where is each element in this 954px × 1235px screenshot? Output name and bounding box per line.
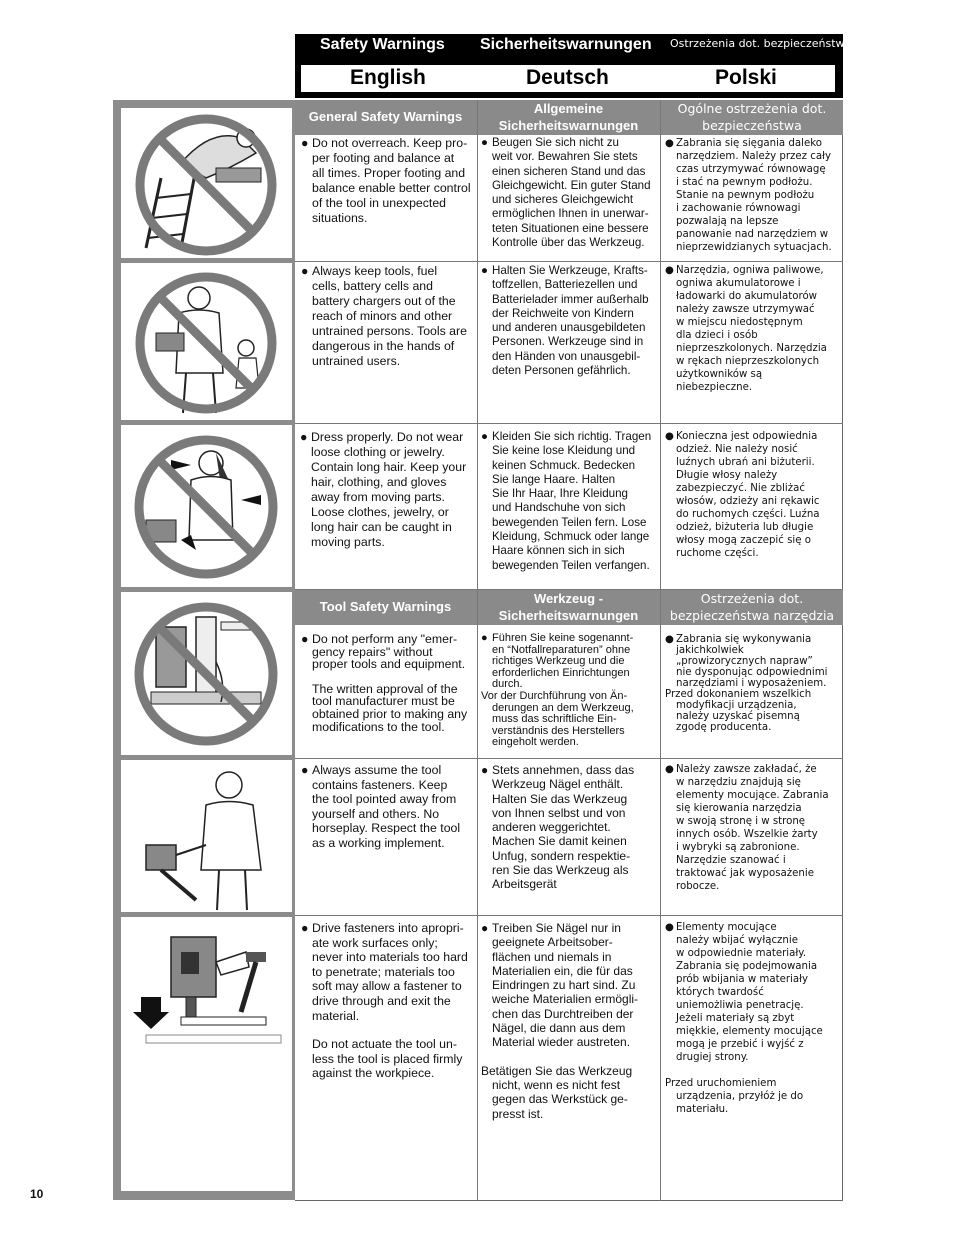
language-deutsch: Deutsch bbox=[526, 66, 609, 89]
row6-deutsch-text: Treiben Sie Nägel nur in geeignete Arbeitsober- flächen und niemals in Materialien ein, die für das Eindringen zu hart sind. Zu weiche Materialien ermögli- chen das Durchtreiben der Nägel, die dann aus dem Material wieder austreten. bbox=[492, 921, 639, 1050]
row5-polski bbox=[665, 763, 829, 893]
bullet: ● bbox=[301, 264, 309, 278]
language-polski: Polski bbox=[715, 66, 777, 89]
column-divider bbox=[477, 100, 478, 1201]
section-general-de: Allgemeine Sicherheitswarnungen bbox=[498, 100, 639, 133]
row3-polski-text: Konieczna jest odpowiednia odzież. Nie należy nosić luźnych ubrań ani biżuterii. Długie włosy należy zabezpieczyć. Nie zbliżać włosów, odzieży ani rękawic do ruchomych części. Luźna odzież, biżuteria lub długie włosy mogą zaczepić się o ruchome części. bbox=[676, 431, 820, 559]
safety-warnings-de-title: Sicherheitswarnungen bbox=[480, 36, 652, 53]
row3-deutsch bbox=[481, 430, 651, 573]
clothing-illustration bbox=[121, 425, 292, 587]
row5-polski-text: Należy zawsze zakładać, że w narzędziu znajdują się elementy mocujące. Zabrania się kierowania narzędzia w swoją stronę i w stronę innych osób. Wszelkie żarty i wybryki są zabronione. Narzędzie szanować i traktować jak wyposażenie robocze. bbox=[676, 764, 829, 892]
row4-english-text-2: The written approval of the tool manufacturer must be obtained prior to making any modifications to the tool. bbox=[312, 681, 468, 734]
row6-polski-text-2: Przed uruchomieniem urządzenia, przyłóż je do materiału. bbox=[665, 1078, 804, 1115]
row-divider bbox=[295, 758, 843, 759]
row-divider bbox=[295, 915, 843, 916]
repair-illustration bbox=[121, 592, 292, 755]
row5-deutsch-text: Stets annehmen, dass das Werkzeug Nägel enthält. Halten Sie das Werkzeug von Ihnen selbst und von anderen weggerichtet. Machen Sie damit keinen Unfug, sondern respektie- ren Sie das Werkzeug als Arbeitsgerät bbox=[492, 763, 635, 892]
section-tool-pl: Ostrzeżenia dot. bezpieczeństwa narzędzia bbox=[669, 591, 835, 623]
row1-polski-text: Zabrania się sięgania daleko narzędziem. Należy przez cały czas utrzymywać równowagę i stać na pewnym podłożu. Stanie na pewnym podłożu i zachowanie równowagi pozwalają na lepsze panowanie nad narzędziem w nieprzewidzianych sytuacjach. bbox=[676, 138, 832, 253]
row-divider bbox=[295, 423, 843, 424]
safety-warnings-en-title: Safety Warnings bbox=[320, 36, 445, 53]
bullet: ● bbox=[665, 431, 674, 442]
language-english: English bbox=[350, 66, 426, 89]
row5-deutsch bbox=[481, 763, 634, 892]
workpiece-illustration bbox=[121, 917, 292, 1191]
row4-deutsch-text: Führen Sie keine sogenannt- en “Notfallreparaturen” ohne richtiges Werkzeug und die erforderlichen Einrichtungen durch. bbox=[492, 632, 634, 691]
row1-deutsch-text: Beugen Sie sich nicht zu weit vor. Bewahren Sie stets einen sicheren Stand und das Gleichgewicht. Ein guter Stand und sicheres Gleichgewicht ermöglichen Ihnen in unerwar- teten Situationen eine bessere Kontrolle über das Werkzeug. bbox=[492, 136, 651, 250]
bullet: ● bbox=[301, 921, 309, 935]
row6-deutsch bbox=[481, 921, 638, 1121]
bullet: ● bbox=[665, 138, 674, 149]
row6-english-text: Drive fasteners into apropri- ate work surfaces only; never into materials too hard to penetrate; materials too soft may allow a fastener to drive through and exit the material. bbox=[312, 921, 468, 1023]
bullet: ● bbox=[481, 763, 489, 777]
row6-english bbox=[301, 921, 468, 1081]
bullet: ● bbox=[665, 634, 674, 645]
row3-deutsch-text: Kleiden Sie sich richtig. Tragen Sie keine lose Kleidung und keinen Schmuck. Bedecken Sie lange Haare. Halten Sie Ihr Haar, Ihre Kleidung und Handschuhe von sich bewegenden Teilen fern. Lose Kleidung, Schmuck oder lange Haare können sich in sich bewegenden Teilen verfangen. bbox=[492, 430, 652, 572]
bullet: ● bbox=[665, 764, 674, 775]
row6-deutsch-text-2: Betätigen Sie das Werkzeug nicht, wenn es nicht fest gegen das Werkstück ge- presst ist. bbox=[481, 1063, 633, 1121]
row3-english bbox=[300, 430, 466, 550]
bullet: ● bbox=[301, 632, 309, 646]
row4-deutsch-text-2: Vor der Durchführung von Än- derungen an dem Werkzeug, muss das schriftliche Ein- verständnis des Herstellers eingeholt werden. bbox=[481, 689, 634, 749]
illustration-column bbox=[113, 100, 295, 1200]
row2-english bbox=[301, 264, 467, 369]
bullet: ● bbox=[665, 922, 674, 933]
bullet: ● bbox=[665, 265, 674, 276]
row2-polski-text: Narzędzia, ogniwa paliwowe, ogniwa akumulatorowe i ładowarki do akumulatorów należy zawsze utrzymywać w miejscu niedostępnym dla dzieci i osób nieprzeszkolonych. Narzędzia w rękach nieprzeszkolonych użytkowników są niebezpieczne. bbox=[676, 265, 827, 393]
warnings-table bbox=[295, 100, 843, 1201]
section-tool-de: Werkzeug - Sicherheitswarnungen bbox=[498, 590, 639, 623]
row5-english bbox=[301, 763, 460, 851]
row5-english-text: Always assume the tool contains fasteners. Keep the tool pointed away from yourself and others. No horseplay. Respect the tool as a working implement. bbox=[312, 763, 461, 850]
row2-english-text: Always keep tools, fuel cells, battery cells and battery chargers out of the reach of minors and other untrained persons. Tools are dangerous in the hands of untrained users. bbox=[312, 264, 467, 368]
row-divider bbox=[295, 589, 843, 590]
section-general-pl: Ogólne ostrzeżenia dot. bezpieczeństwa bbox=[677, 101, 827, 133]
row4-polski bbox=[665, 634, 827, 733]
safety-warnings-pl-title: Ostrzeżenia dot. bezpieczeństwa bbox=[670, 37, 852, 50]
row3-polski bbox=[665, 430, 820, 560]
row6-polski bbox=[665, 921, 823, 1116]
row4-english-text: Do not perform any "emer- gency repairs" without proper tools and equipment. bbox=[312, 632, 466, 672]
tool-pointing-illustration bbox=[121, 760, 292, 912]
row4-deutsch bbox=[481, 633, 634, 749]
general-section-header bbox=[295, 100, 843, 135]
children-illustration bbox=[121, 263, 292, 420]
row-divider bbox=[295, 261, 843, 262]
row6-polski-text: Elementy mocujące należy wbijać wyłącznie w odpowiednie materiały. Zabrania się podejmowania prób wbijania w materiały których twardość uniemożliwia penetrację. Jeżeli materiały są zbyt miękkie, elementy mocujące mogą je przebić i wyjść z drugiej strony. bbox=[676, 922, 823, 1063]
row1-english bbox=[301, 136, 471, 226]
row2-polski bbox=[665, 264, 827, 394]
row1-english-text: Do not overreach. Keep pro- per footing and balance at all times. Proper footing and balance enable better control of the tool in unexpected situations. bbox=[312, 136, 471, 225]
bullet: ● bbox=[481, 921, 489, 935]
row1-deutsch bbox=[481, 136, 651, 250]
section-tool-en: Tool Safety Warnings bbox=[319, 599, 452, 615]
bullet: ● bbox=[301, 136, 309, 150]
bullet: ● bbox=[301, 763, 309, 777]
tool-section-header bbox=[295, 590, 843, 625]
row4-polski-text-2: Przed dokonaniem wszelkich modyfikacji urządzenia, należy uzyskać pisemną zgodę producenta. bbox=[665, 689, 812, 733]
bullet: ● bbox=[481, 430, 489, 443]
column-divider bbox=[660, 100, 661, 1201]
row2-deutsch bbox=[481, 264, 649, 378]
row4-polski-text: Zabrania się wykonywania jakichkolwiek „prowizorycznych napraw” nie dysponując odpowiednimi narzędziami i wyposażeniem. bbox=[676, 634, 828, 689]
section-general-en: General Safety Warnings bbox=[308, 109, 463, 125]
row4-english bbox=[301, 633, 467, 733]
language-box bbox=[301, 65, 835, 92]
row1-polski bbox=[665, 137, 832, 254]
overreach-illustration bbox=[121, 108, 292, 258]
bullet: ● bbox=[481, 136, 489, 149]
row2-deutsch-text: Halten Sie Werkzeuge, Krafts- toffzellen, Batteriezellen und Batterielader immer außerhalb der Reichweite von Kindern und anderen unausgebildeten Personen. Werkzeuge sind in den Händen von unausgebil- deten Personen gefährlich. bbox=[492, 264, 649, 378]
bullet: ● bbox=[300, 430, 308, 444]
row3-english-text: Dress properly. Do not wear loose clothing or jewelry. Contain long hair. Keep your hair, clothing, and gloves away from moving parts. Loose clothes, jewelry, or long hair can be caught in moving parts. bbox=[311, 430, 467, 549]
page-number: 10 bbox=[30, 1187, 44, 1201]
bullet: ● bbox=[481, 264, 489, 277]
header-bar bbox=[295, 34, 852, 98]
row6-english-text-2: Do not actuate the tool un- less the tool is placed firmly against the workpiece. bbox=[312, 1037, 463, 1081]
bullet: ● bbox=[481, 632, 488, 644]
